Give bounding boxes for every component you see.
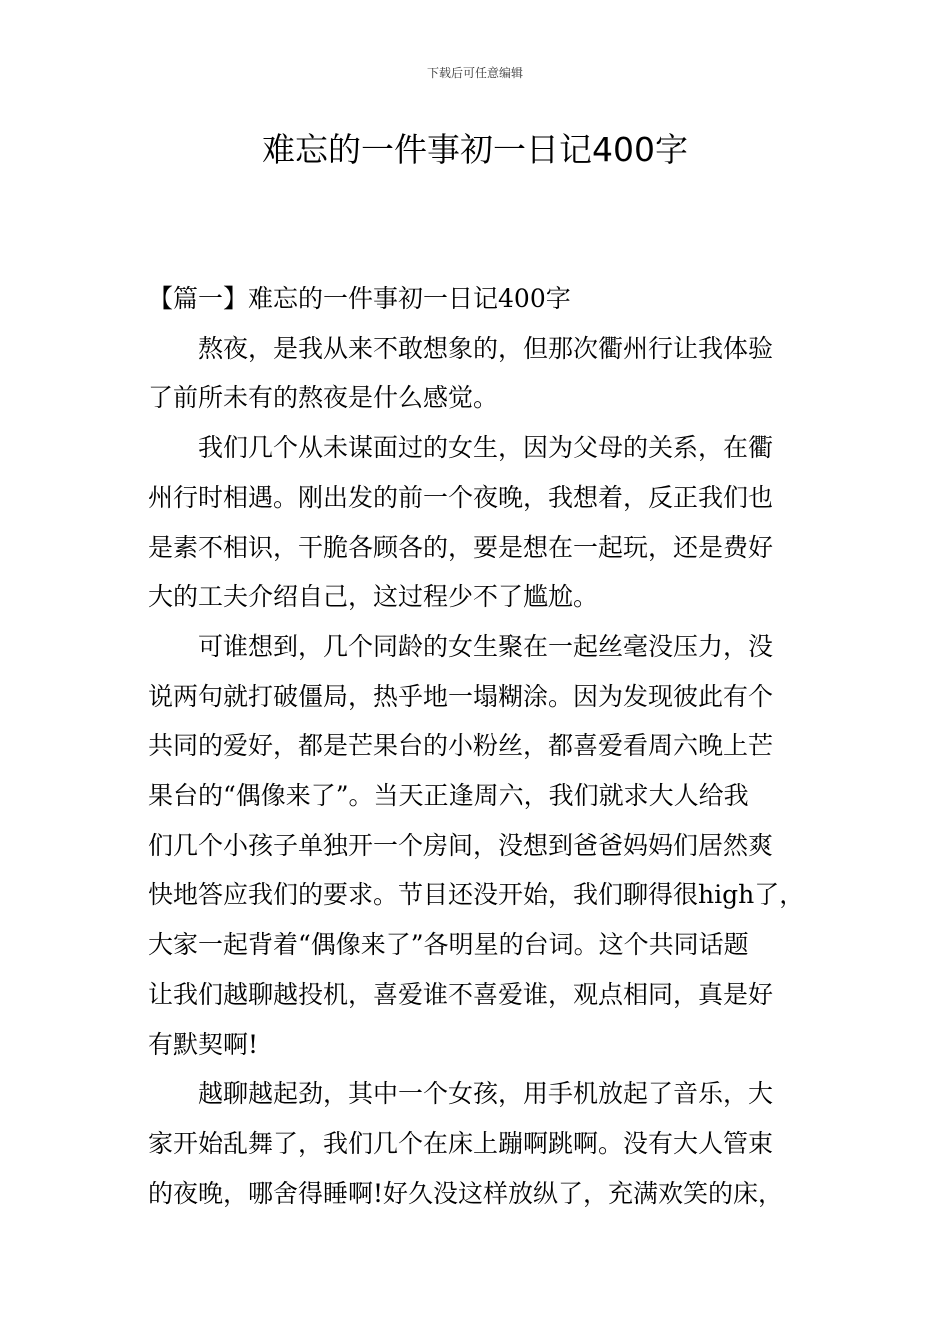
paragraph-line: 熬夜，是我从来不敢想象的，但那次衢州行让我体验 <box>198 333 774 363</box>
paragraph-line: 的夜晚，哪舍得睡啊!好久没这样放纵了，充满欢笑的床， <box>148 1178 784 1208</box>
document-body <box>148 274 816 1218</box>
paragraph-line: 快地答应我们的要求。节目还没开始，我们聊得很high了， <box>148 880 805 910</box>
paragraph-line: 们几个小孩子单独开一个房间，没想到爸爸妈妈们居然爽 <box>148 830 774 860</box>
paragraph-line: 说两句就打破僵局，热乎地一塌糊涂。因为发现彼此有个 <box>148 681 774 711</box>
page-header-note: 下载后可任意编辑 <box>426 66 523 80</box>
paragraph-line: 家开始乱舞了，我们几个在床上蹦啊跳啊。没有大人管束 <box>148 1128 774 1158</box>
paragraph-2 <box>148 423 816 622</box>
paragraph-3 <box>148 622 816 1069</box>
paragraph-line: 我们几个从未谋面过的女生，因为父母的关系，在衢 <box>198 433 774 463</box>
paragraph-line: 让我们越聊越投机，喜爱谁不喜爱谁，观点相同，真是好 <box>148 979 774 1009</box>
paragraph-line: 大的工夫介绍自己，这过程少不了尴尬。 <box>148 582 599 612</box>
paragraph-line: 可谁想到，几个同龄的女生聚在一起丝毫没压力，没 <box>198 631 774 661</box>
paragraph-line: 了前所未有的熬夜是什么感觉。 <box>148 383 499 413</box>
paragraph-line: 果台的“偶像来了”。当天正逢周六，我们就求大人给我 <box>148 781 749 811</box>
paragraph-line: 越聊越起劲，其中一个女孩，用手机放起了音乐，大 <box>198 1079 774 1109</box>
paragraph-4 <box>148 1069 816 1218</box>
paragraph-line: 州行时相遇。刚出发的前一个夜晚，我想着，反正我们也 <box>148 482 774 512</box>
document-title: 难忘的一件事初一日记400字 <box>262 130 688 169</box>
paragraph-1 <box>148 324 816 423</box>
paragraph-line: 有默契啊! <box>148 1029 259 1059</box>
paragraph-line: 大家一起背着“偶像来了”各明星的台词。这个共同话题 <box>148 930 749 960</box>
section-heading: 【篇一】难忘的一件事初一日记400字 <box>148 284 571 313</box>
paragraph-line: 是素不相识，干脆各顾各的，要是想在一起玩，还是费好 <box>148 532 774 562</box>
paragraph-line: 共同的爱好，都是芒果台的小粉丝，都喜爱看周六晚上芒 <box>148 731 774 761</box>
